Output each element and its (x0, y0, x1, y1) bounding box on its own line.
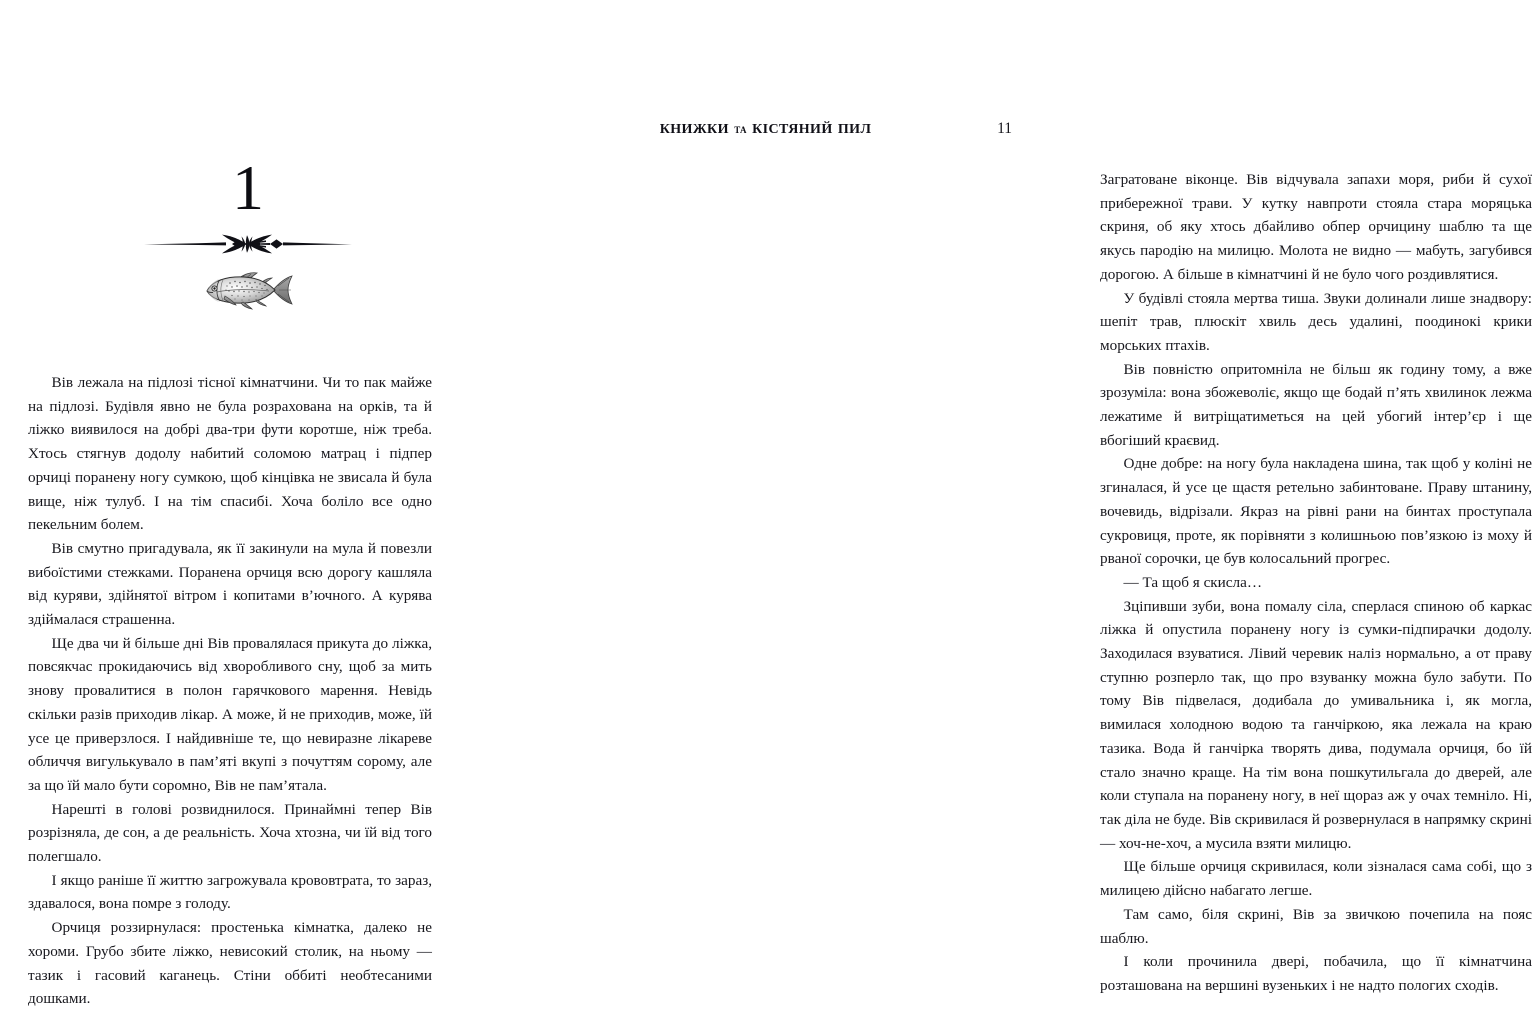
paragraph: Там само, біля скрині, Вів за звичкою почепила на пояс шаблю. (1100, 905, 1532, 947)
left-column-text (28, 371, 432, 1011)
header-title-conjunction: та (734, 121, 747, 136)
chapter-number: 1 (232, 152, 264, 223)
right-page (512, 0, 1532, 1024)
header-title-part2: кістяний пил (752, 117, 872, 138)
paragraph: Одне добре: на ногу була накладена шина, так щоб у коліні не згиналася, й усе це щастя ретельно забинтоване. Праву штанину, вочевидь, відрізали. Якраз на рівні рани на бинтах проступала сукровиця, проте, як порівняти з колишньою пов’язкою із моху й рваної сорочки, це був колосальний прогрес. (1100, 455, 1532, 568)
paragraph: Загратоване віконце. Вів відчувала запахи моря, риби й сухої прибережної трави. У кутку навпроти стояла стара моряцька скриня, об яку хтось дбайливо обпер орчицину шаблю та ще якусь пародію на милицю. Молота не видно — мабуть, загубився дорогою. А більше в кімнатчині й не було чого роздивлятися. (1100, 171, 1532, 283)
paragraph: У будівлі стояла мертва тиша. Звуки долинали лише знадвору: шепіт трав, плюскіт хвиль десь удалині, поодинокі крики морських птахів. (1100, 289, 1532, 354)
paragraph: Вів повністю опритомніла не більш як годину тому, а вже зрозуміла: вона збожеволіє, якщо ще бодай п’ять хвилинок лежма лежатиме й витріщатиметься на цей убогий інтер’єр і ще вбогіший краєвид. (1100, 360, 1532, 449)
paragraph: Ще два чи й більше дні Вів провалялася прикута до ліжка, повсякчас прокидаючись від хворобливого сну, щоб за мить знову провалитися в полон гарячкового марення. Невідь скільки разів приходив лікар. А може, й не приходив, може, їй усе це приверзлося. І найдивніше те, що невиразне лікареве обличчя вигулькувало в пам’яті вкупі з почуттям сорому, але за що їй мало бути соромно, Вів не пам’ятала. (28, 634, 432, 794)
fish-engraving-icon (199, 269, 297, 313)
left-page (0, 0, 512, 1024)
running-header (587, 118, 1012, 148)
ornament-container (28, 233, 468, 255)
paragraph-dialogue: — Та щоб я скисла… (1123, 573, 1263, 591)
paragraph: Нарешті в голові розвиднилося. Принаймні тепер Вів розрізняла, де сон, а де реальність. Хоча хтозна, чи їй від того полегшало. (28, 800, 432, 866)
right-column-text (1100, 168, 1532, 998)
chapter-opener (28, 152, 468, 313)
paragraph: Орчиця роззирнулася: простенька кімнатка, далеко не хороми. Грубо збите ліжко, невисокий столик, на ньому — тазик і гасовий каганець. Стіни оббиті необтесаними дошками. (28, 919, 432, 1008)
illustration-container (28, 269, 468, 313)
fleuron-divider-icon (142, 233, 354, 255)
header-title-part1: книжки (659, 117, 729, 138)
paragraph: І коли прочинила двері, побачила, що її кімнатчина розташована на вершині вузеньких і не надто пологих сходів. (1100, 953, 1532, 994)
page-number: 11 (997, 120, 1012, 137)
paragraph: Вів лежала на підлозі тісної кімнатчини. Чи то пак майже на підлозі. Будівля явно не була розрахована на орків, та й ліжко виявилося на добрі два-три фути коротше, ніж треба. Хтось стягнув додолу набитий соломою матрац і підпер орчиці поранену ногу сумкою, щоб кінцівка не звисала й була вище, ніж тулуб. І на тім спасибі. Хоча боліло все одно пекельним болем. (28, 374, 432, 534)
paragraph: І якщо раніше її життю загрожувала крововтрата, то зараз, здавалося, вона помре з голоду. (28, 871, 432, 913)
running-header-title (587, 118, 978, 138)
paragraph: Вів смутно пригадувала, як її закинули на мула й повезли вибоїстими стежками. Поранена орчиця всю дорогу кашляла від куряви, здійнятої вітром і копитами в’ючного. А курява здіймалася страшенна. (28, 539, 432, 629)
paragraph: Зціпивши зуби, вона помалу сіла, сперлася спиною об каркас ліжка й опустила поранену ногу із сумки-підпирачки додолу. Заходилася взуватися. Лівий черевик наліз нормально, а от праву ступню розперло так, що про взуванку можна було забути. По тому Вів підвелася, додибала до умивальника і, як могла, вимилася холодною водою та ганчіркою, яка лежала на краю тазика. Вода й ганчірка творять дива, подумала орчиця, бо їй стало значно краще. На тім вона пошкутильгала до дверей, але коли ступала на поранену ногу, в неї щораз аж у очах темніло. Ні, так діла не буде. Вів скривилася й розвернулася в напрямку скрині — хоч-не-хоч, а мусила взяти милицю. (1100, 597, 1532, 852)
paragraph: Ще більше орчиця скривилася, коли зізналася сама собі, що з милицею дійсно набагато легше. (1100, 858, 1532, 900)
